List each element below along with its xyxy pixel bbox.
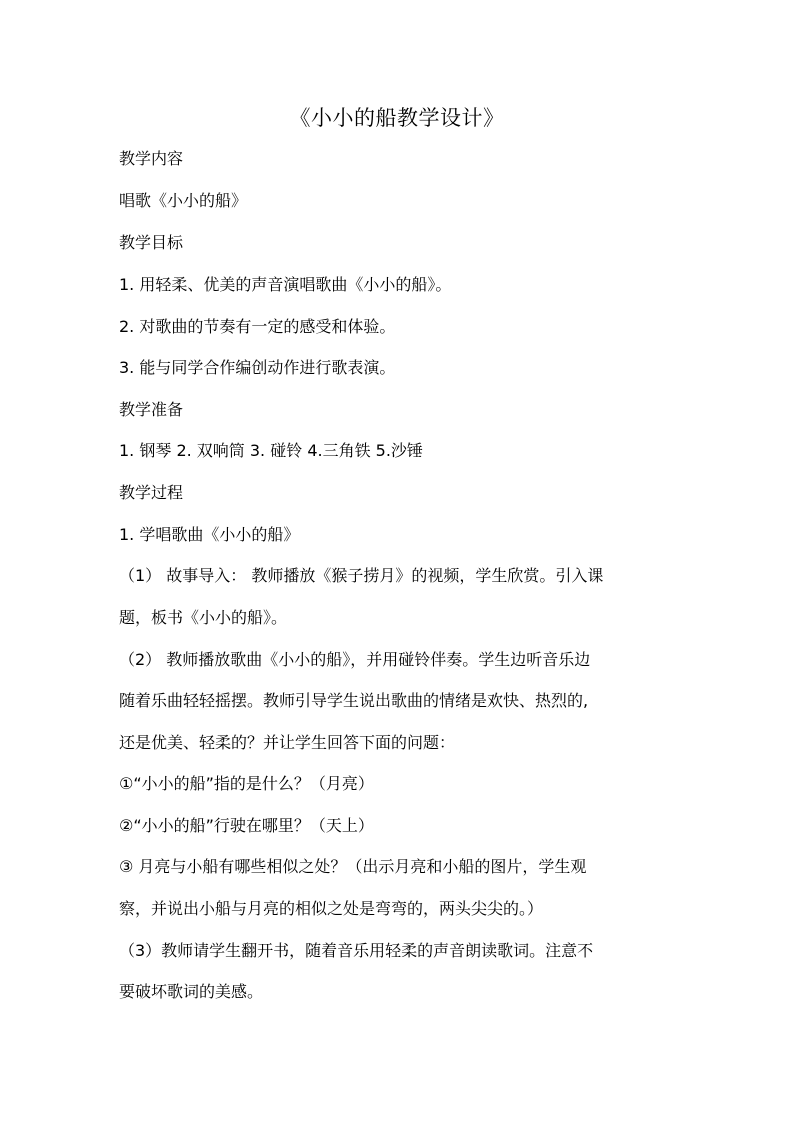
heading-teaching-goals: 教学目标 bbox=[119, 233, 184, 252]
prep-items: 1. 钢琴 2. 双响筒 3. 碰铃 4.三角铁 5.沙锤 bbox=[119, 441, 423, 460]
question-2: ②“小小的船”行驶在哪里？（天上） bbox=[119, 816, 374, 835]
process-paragraph-3-line-1: （3）教师请学生翻开书，随着音乐用轻柔的声音朗读歌词。注意不 bbox=[119, 941, 594, 960]
text-song: 唱歌《小小的船》 bbox=[119, 191, 248, 210]
question-3-line-2: 察，并说出小船与月亮的相似之处是弯弯的，两头尖尖的。） bbox=[119, 899, 544, 918]
process-paragraph-1-line-1: （1） 故事导入： 教师播放《猴子捞月》的视频，学生欣赏。引入课 bbox=[119, 566, 604, 585]
process-paragraph-2-line-1: （2） 教师播放歌曲《小小的船》，并用碰铃伴奏。学生边听音乐边 bbox=[119, 650, 591, 669]
process-paragraph-1-line-2: 题，板书《小小的船》。 bbox=[119, 608, 288, 627]
process-paragraph-2-line-3: 还是优美、轻柔的？并让学生回答下面的问题： bbox=[119, 733, 456, 752]
heading-teaching-content: 教学内容 bbox=[119, 149, 184, 168]
goal-item-1: 1. 用轻柔、优美的声音演唱歌曲《小小的船》。 bbox=[119, 275, 452, 294]
process-paragraph-3-line-2: 要破坏歌词的美感。 bbox=[119, 982, 264, 1001]
heading-teaching-process: 教学过程 bbox=[119, 483, 184, 502]
process-paragraph-2-line-2: 随着乐曲轻轻摇摆。教师引导学生说出歌曲的情绪是欢快、热烈的, bbox=[119, 691, 589, 710]
process-step-1: 1. 学唱歌曲《小小的船》 bbox=[119, 525, 300, 544]
goal-item-2: 2. 对歌曲的节奏有一定的感受和体验。 bbox=[119, 317, 396, 336]
document-title: 《小小的船教学设计》 bbox=[289, 106, 505, 130]
goal-item-3: 3. 能与同学合作编创动作进行歌表演。 bbox=[119, 358, 396, 377]
heading-teaching-prep: 教学准备 bbox=[119, 400, 184, 419]
question-1: ①“小小的船”指的是什么？（月亮） bbox=[119, 774, 374, 793]
question-3-line-1: ③ 月亮与小船有哪些相似之处？（出示月亮和小船的图片，学生观 bbox=[119, 857, 587, 876]
